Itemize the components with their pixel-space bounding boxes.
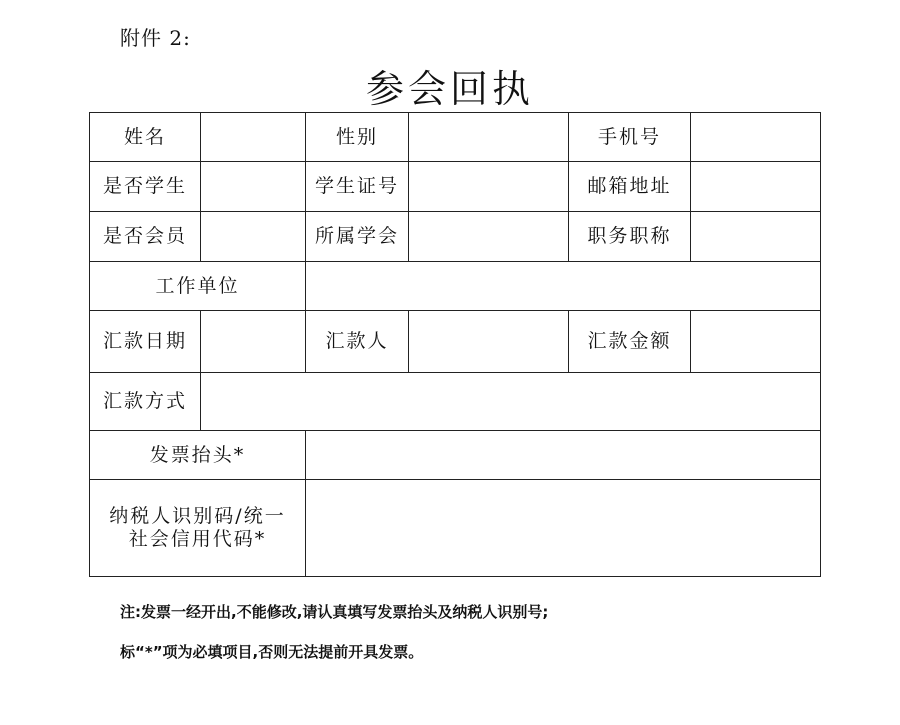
society-label: 所属学会	[306, 212, 409, 262]
is-student-field[interactable]	[201, 162, 306, 212]
job-title-label: 职务职称	[569, 212, 691, 262]
form-row-basic	[90, 113, 821, 162]
email-label: 邮箱地址	[569, 162, 691, 212]
student-id-label: 学生证号	[306, 162, 409, 212]
is-member-field[interactable]	[201, 212, 306, 262]
form-row-member	[90, 212, 821, 262]
is-member-label: 是否会员	[90, 212, 201, 262]
society-field[interactable]	[409, 212, 569, 262]
form-row-invoice	[90, 431, 821, 480]
remit-method-field[interactable]	[201, 373, 821, 431]
name-label: 姓名	[90, 113, 201, 162]
student-id-field[interactable]	[409, 162, 569, 212]
form-row-remit-method	[90, 373, 821, 431]
form-row-tax-id	[90, 480, 821, 577]
name-field[interactable]	[201, 113, 306, 162]
phone-field[interactable]	[691, 113, 821, 162]
form-row-remittance	[90, 311, 821, 373]
remit-date-label: 汇款日期	[90, 311, 201, 373]
notes	[120, 592, 548, 672]
workplace-field[interactable]	[306, 262, 821, 311]
is-student-label: 是否学生	[90, 162, 201, 212]
remit-method-label: 汇款方式	[90, 373, 201, 431]
registration-form-table	[89, 112, 821, 577]
invoice-header-label: 发票抬头*	[90, 431, 306, 480]
email-field[interactable]	[691, 162, 821, 212]
remit-amount-field[interactable]	[691, 311, 821, 373]
note-line-1: 注:发票一经开出,不能修改,请认真填写发票抬头及纳税人识别号;	[120, 603, 549, 621]
gender-label: 性别	[306, 113, 409, 162]
remitter-field[interactable]	[409, 311, 569, 373]
remit-amount-label: 汇款金额	[569, 311, 691, 373]
gender-field[interactable]	[409, 113, 569, 162]
form-row-student	[90, 162, 821, 212]
job-title-field[interactable]	[691, 212, 821, 262]
remit-date-field[interactable]	[201, 311, 306, 373]
tax-id-field[interactable]	[306, 480, 821, 577]
tax-id-label-line1: 纳税人识别码/统一	[109, 505, 286, 528]
phone-label: 手机号	[569, 113, 691, 162]
remitter-label: 汇款人	[306, 311, 409, 373]
tax-id-label-line2: 社会信用代码*	[128, 528, 267, 550]
page-title: 参会回执	[365, 67, 534, 111]
invoice-header-field[interactable]	[306, 431, 821, 480]
attachment-label: 附件 2:	[120, 26, 191, 50]
tax-id-label	[90, 480, 306, 577]
workplace-label: 工作单位	[90, 262, 306, 311]
note-line-2: 标“*”项为必填项目,否则无法提前开具发票。	[120, 643, 424, 661]
form-row-workplace	[90, 262, 821, 311]
